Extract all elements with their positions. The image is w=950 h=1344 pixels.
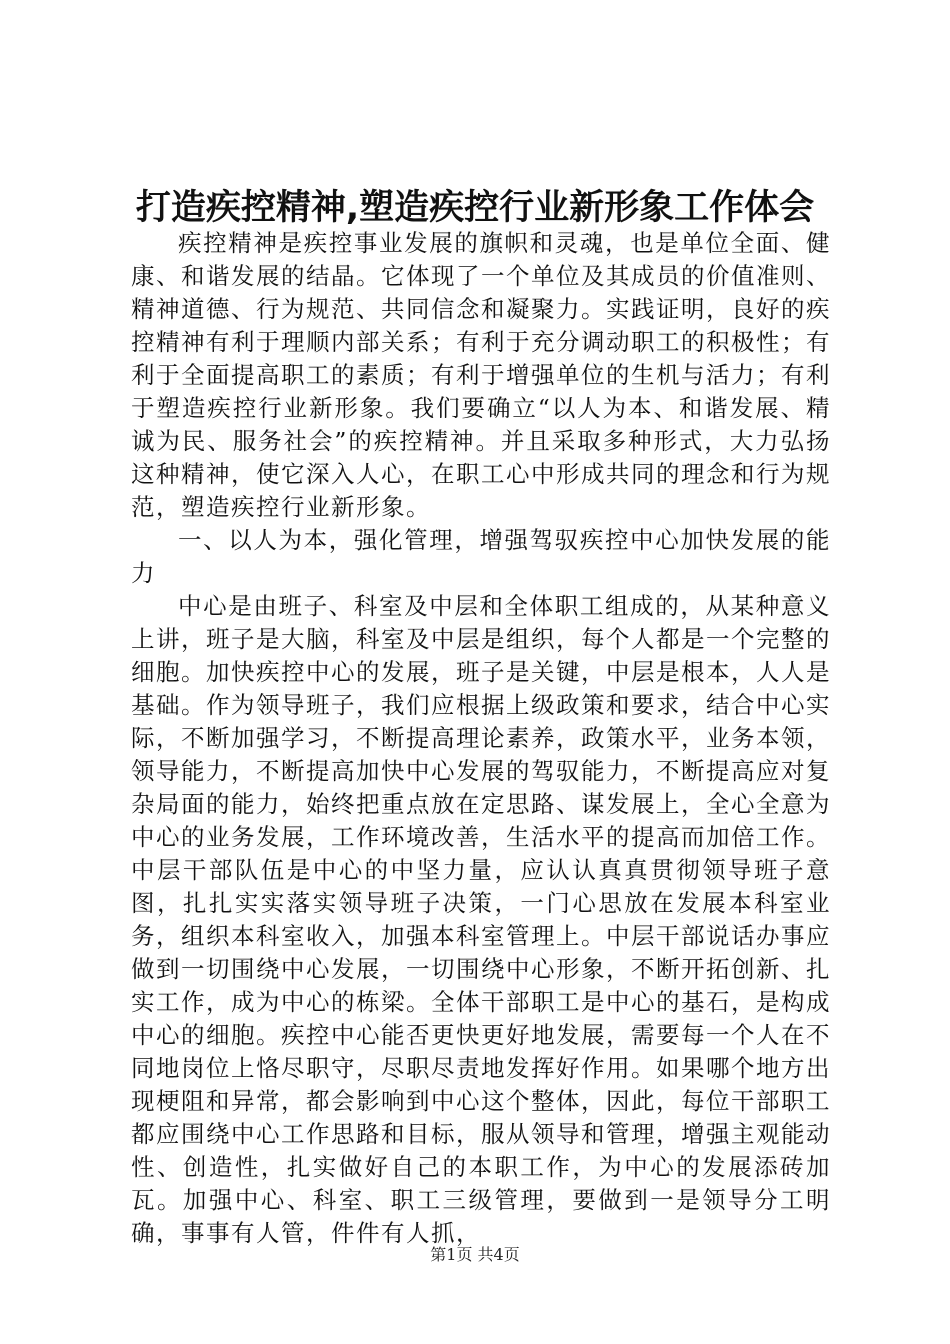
document-title: 打造疾控精神,塑造疾控行业新形象工作体会 xyxy=(135,188,815,228)
section-heading-1: 一、以人为本，强化管理，增强驾驭疾控中心加快发展的能力 xyxy=(131,526,831,587)
document-body xyxy=(131,227,831,1250)
paragraph-intro: 疾控精神是疾控事业发展的旗帜和灵魂，也是单位全面、健康、和谐发展的结晶。它体现了一个单位及其成员的价值准则、精神道德、行为规范、共同信念和凝聚力。实践证明，良好的疾控精神有利于理顺内部关系；有利于充分调动职工的积极性；有利于全面提高职工的素质；有利于增强单位的生机与活力；有利于塑造疾控行业新形象。我们要确立“以人为本、和谐发展、精诚为民、服务社会”的疾控精神。并且采取多种形式，大力弘扬这种精神，使它深入人心，在职工心中形成共同的理念和行为规范，塑造疾控行业新形象。 xyxy=(131,229,831,521)
paragraph-section-1: 中心是由班子、科室及中层和全体职工组成的，从某种意义上讲，班子是大脑，科室及中层是组织，每个人都是一个完整的细胞。加快疾控中心的发展，班子是关键，中层是根本，人人是基础。作为领导班子，我们应根据上级政策和要求，结合中心实际，不断加强学习，不断提高理论素养，政策水平，业务本领，领导能力，不断提高加快中心发展的驾驭能力，不断提高应对复杂局面的能力，始终把重点放在定思路、谋发展上，全心全意为中心的业务发展，工作环境改善，生活水平的提高而加倍工作。中层干部队伍是中心的中坚力量，应认认真真贯彻领导班子意图，扎扎实实落实领导班子决策，一门心思放在发展本科室业务，组织本科室收入，加强本科室管理上。中层干部说话办事应做到一切围绕中心发展，一切围绕中心形象，不断开拓创新、扎实工作，成为中心的栋梁。全体干部职工是中心的基石，是构成中心的细胞。疾控中心能否更快更好地发展，需要每一个人在不同地岗位上恪尽职守，尽职尽责地发挥好作用。如果哪个地方出现梗阻和异常，都会影响到中心这个整体，因此，每位干部职工都应围绕中心工作思路和目标，服从领导和管理，增强主观能动性、创造性，扎实做好自己的本职工作，为中心的发展添砖加瓦。加强中心、科室、职工三级管理，要做到一是领导分工明确，事事有人管，件件有人抓， xyxy=(131,592,831,1247)
page-footer: 第1页 共4页 xyxy=(430,1245,520,1264)
